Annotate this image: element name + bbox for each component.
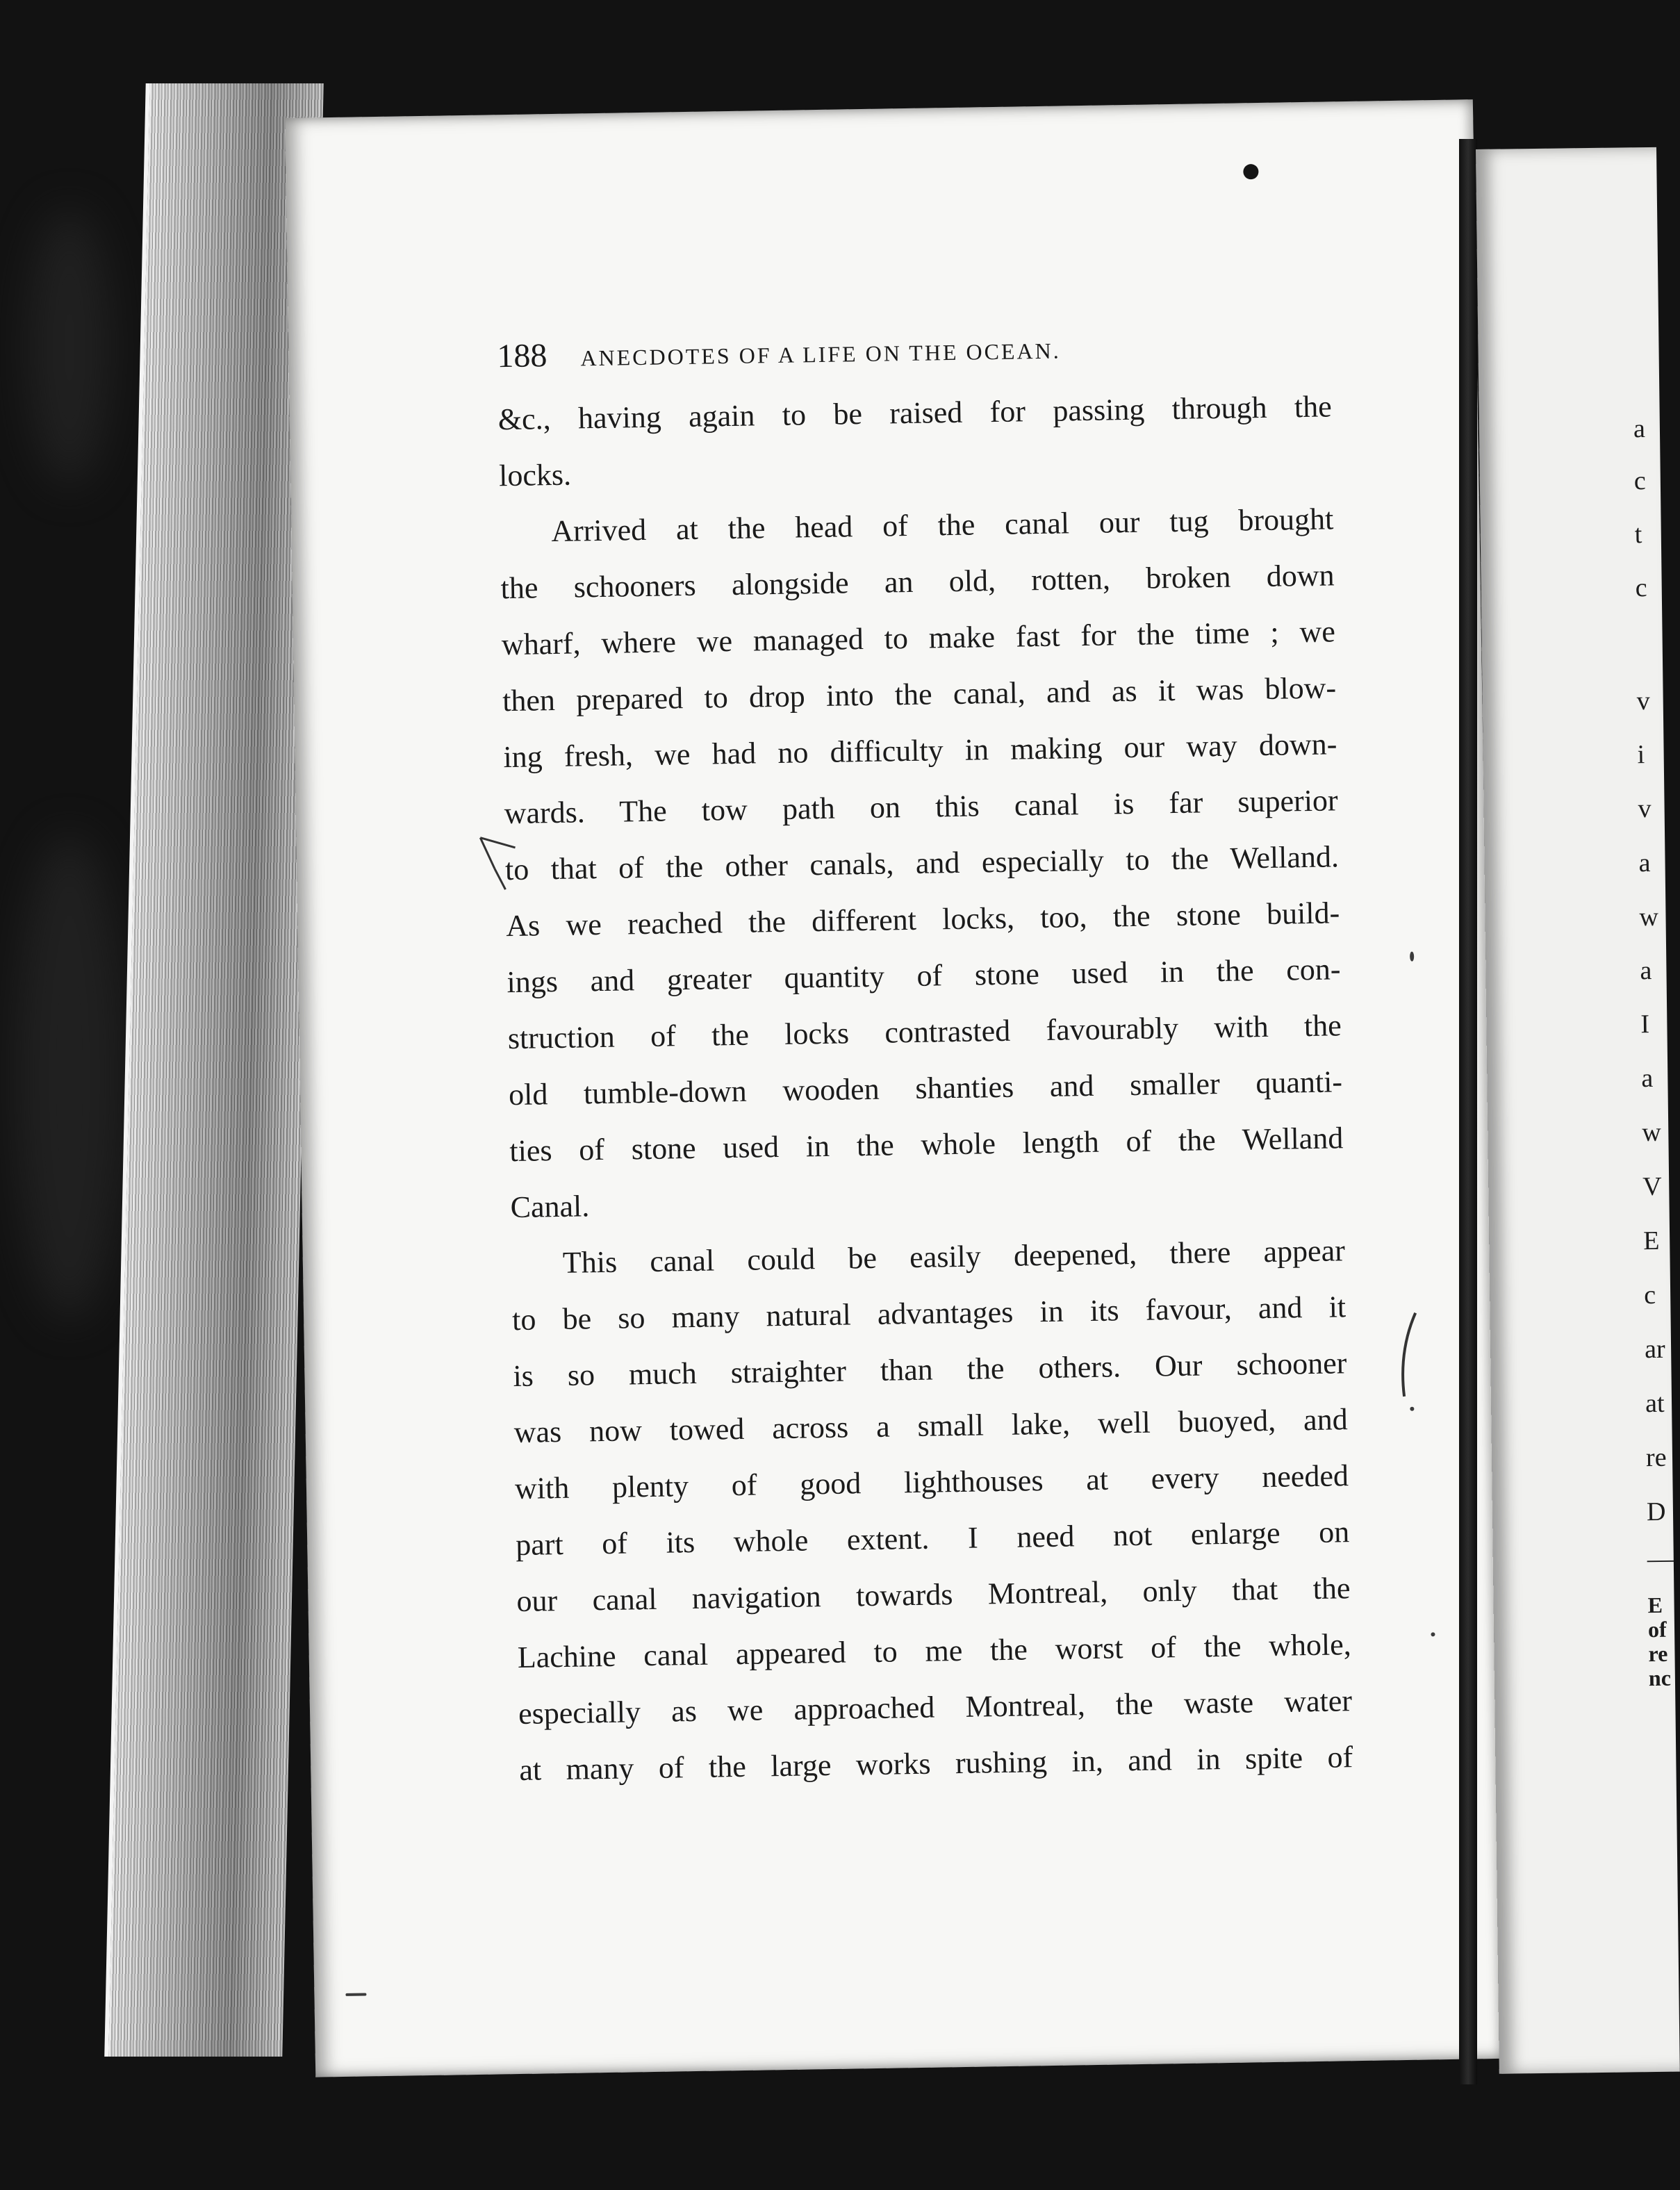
facing-page-fragment: v bbox=[1638, 793, 1652, 824]
page-number: 188 bbox=[497, 337, 547, 375]
facing-page-fragment: i bbox=[1637, 740, 1645, 770]
text-line: then prepared to drop into the canal, and as it was blow- bbox=[502, 670, 1337, 718]
text-line: This canal could be easily deepened, there appear bbox=[562, 1233, 1346, 1280]
text-line: part of its whole extent. I need not enlarge on bbox=[515, 1515, 1350, 1563]
text-line: wards. The tow path on this canal is far superior bbox=[504, 783, 1338, 831]
text-line: As we reached the different locks, too, the stone build- bbox=[505, 896, 1340, 944]
text-line: is so much straighter than the others. Our schooner bbox=[513, 1346, 1347, 1394]
facing-page-fragment: ar bbox=[1644, 1334, 1665, 1365]
facing-page-fragment: w bbox=[1642, 1117, 1662, 1148]
text-line: ing fresh, we had no difficulty in making our way down- bbox=[503, 727, 1337, 775]
facing-page-fragment: c bbox=[1635, 573, 1647, 603]
facing-page-fragment: c bbox=[1643, 1280, 1656, 1310]
facing-page-fragment: c bbox=[1633, 466, 1646, 496]
book-page-left bbox=[285, 99, 1504, 2077]
text-line: the schooners alongside an old, rotten, broken down bbox=[500, 558, 1335, 606]
scan-speck bbox=[1410, 1407, 1414, 1411]
scan-speck bbox=[1410, 952, 1414, 962]
text-line: Canal. bbox=[510, 1189, 590, 1225]
facing-page-fragment: t bbox=[1634, 520, 1642, 550]
text-line: to be so many natural advantages in its favour, and it bbox=[511, 1290, 1347, 1337]
background-shadow bbox=[28, 208, 111, 486]
facing-page-fragment: V bbox=[1642, 1171, 1662, 1202]
text-line: old tumble-down wooden shanties and smaller quanti- bbox=[508, 1064, 1343, 1112]
book-page-right-partial bbox=[1476, 147, 1680, 2074]
text-line: especially as we approached Montreal, the waste water bbox=[518, 1683, 1353, 1731]
text-line: ties of stone used in the whole length of the Welland bbox=[509, 1121, 1344, 1169]
text-line: &c., having again to be raised for passing through the bbox=[497, 389, 1333, 437]
facing-page-fragment: — bbox=[1647, 1544, 1674, 1574]
facing-page-fragment: of bbox=[1647, 1616, 1667, 1642]
text-line: Lachine canal appeared to me the worst of the whole, bbox=[517, 1627, 1352, 1675]
facing-page-fragment: D bbox=[1646, 1497, 1666, 1527]
text-line: our canal navigation towards Montreal, only that the bbox=[516, 1571, 1351, 1619]
text-line: to that of the other canals, and especially to the Welland. bbox=[504, 839, 1340, 887]
running-title: ANECDOTES OF A LIFE ON THE OCEAN. bbox=[580, 338, 1061, 371]
running-head bbox=[497, 329, 1061, 376]
text-line: at many of the large works rushing in, and in spite of bbox=[519, 1740, 1353, 1787]
scan-speck bbox=[1431, 1632, 1435, 1636]
facing-page-fragment: E bbox=[1642, 1226, 1660, 1256]
text-line: struction of the locks contrasted favourably with the bbox=[507, 1008, 1342, 1056]
facing-page-fragment: nc bbox=[1648, 1665, 1672, 1691]
pencil-bracket-mark bbox=[1394, 1309, 1424, 1400]
text-line: was now towed across a small lake, well buoyed, and bbox=[513, 1402, 1348, 1450]
facing-page-fragment: re bbox=[1648, 1640, 1668, 1667]
facing-page-fragment: a bbox=[1638, 848, 1651, 878]
facing-page-fragment: re bbox=[1645, 1442, 1667, 1473]
text-line: ings and greater quantity of stone used in the con- bbox=[507, 952, 1341, 1000]
facing-page-fragment: v bbox=[1636, 686, 1650, 716]
facing-page-fragment: a bbox=[1641, 1063, 1654, 1094]
facing-page-fragment: I bbox=[1640, 1010, 1650, 1039]
text-line: locks. bbox=[498, 457, 572, 493]
pencil-margin-mark bbox=[473, 834, 522, 897]
text-line: with plenty of good lighthouses at every needed bbox=[514, 1458, 1349, 1506]
facing-page-fragment: w bbox=[1639, 902, 1659, 932]
facing-page-fragment: at bbox=[1645, 1388, 1665, 1419]
facing-page-fragment: a bbox=[1633, 414, 1646, 444]
body-text bbox=[497, 378, 1353, 1798]
background-shadow bbox=[14, 834, 125, 1320]
scan-speck bbox=[345, 1993, 366, 1995]
text-line: wharf, where we managed to make fast for the time ; we bbox=[501, 614, 1336, 662]
facing-page-fragment: a bbox=[1640, 955, 1652, 986]
ink-blot bbox=[1243, 164, 1258, 179]
book-gutter bbox=[1459, 139, 1477, 2084]
text-line: Arrived at the head of the canal our tug brought bbox=[551, 502, 1334, 549]
facing-page-fragment: E bbox=[1647, 1592, 1663, 1618]
